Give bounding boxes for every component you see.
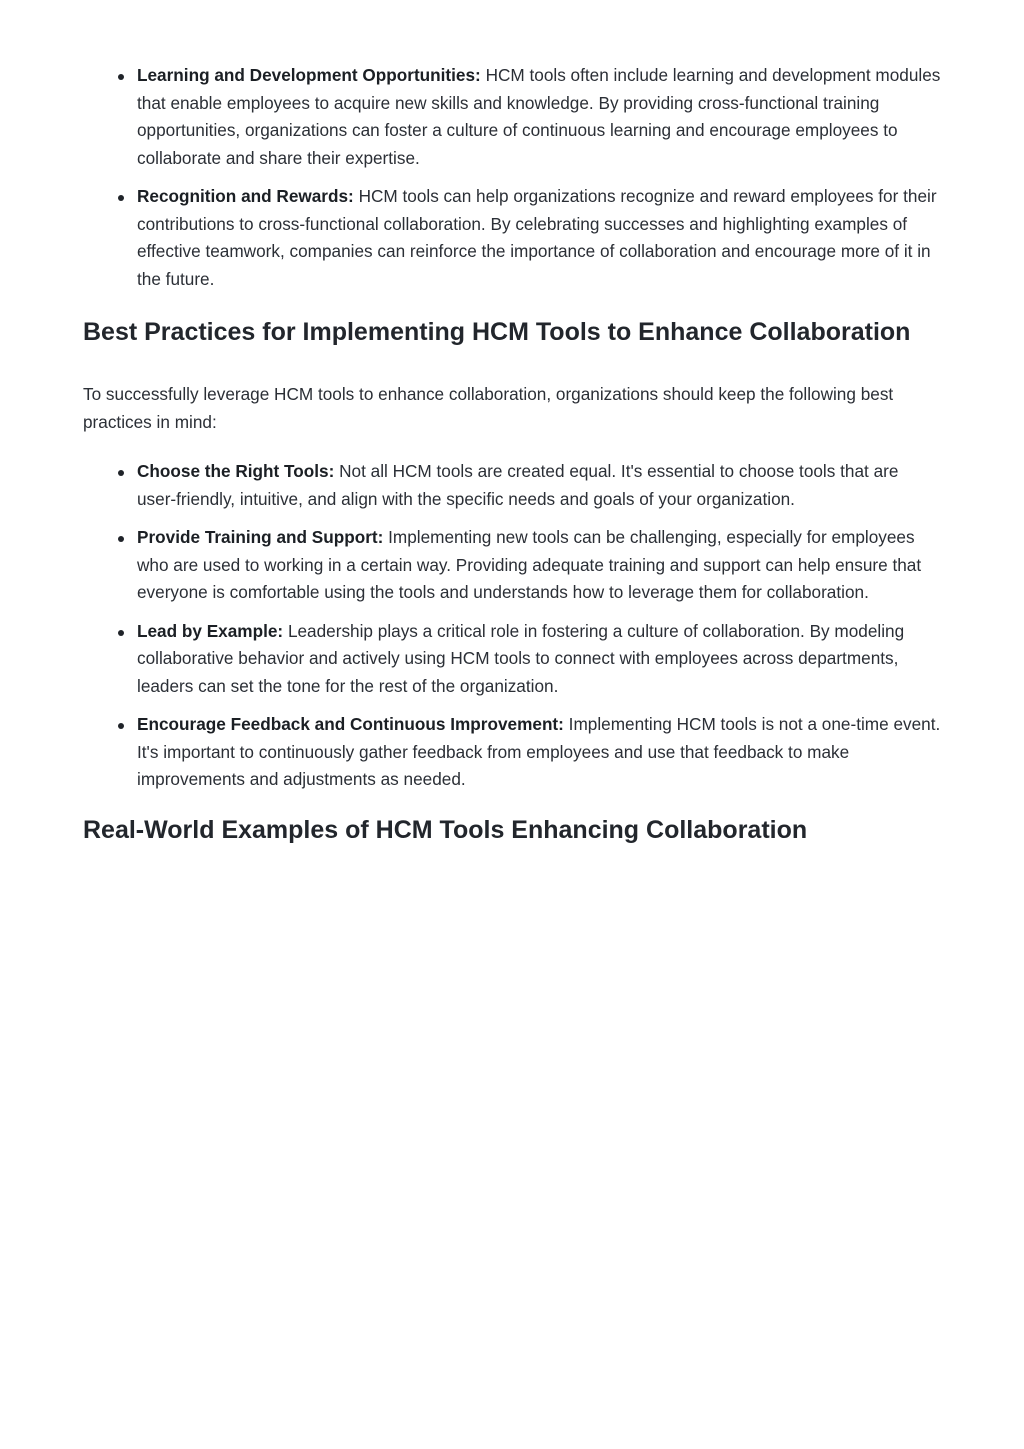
document-content bbox=[83, 60, 941, 844]
list-item-text: HCM tools can help organizations recognize and reward employees for their contributions to cross-functional collaboration. By celebrating successes and highlighting examples of effective teamwork, companies can reinforce the importance of collaboration and encourage more of it in the future. bbox=[137, 186, 937, 289]
list-item bbox=[137, 618, 941, 701]
list-item-text: Leadership plays a critical role in fostering a culture of collaboration. By modeling collaborative behavior and actively using HCM tools to connect with employees across departments, leaders can set the tone for the rest of the organization. bbox=[137, 620, 905, 696]
section-heading-best-practices: Best Practices for Implementing HCM Tools to Enhance Collaboration bbox=[83, 318, 911, 346]
list-item-term: Choose the Right Tools: bbox=[137, 461, 335, 481]
list-item-text: Not all HCM tools are created equal. It's essential to choose tools that are user-friendly, intuitive, and align with the specific needs and goals of your organization. bbox=[137, 461, 899, 509]
list-item bbox=[137, 183, 941, 293]
list-item-term: Learning and Development Opportunities: bbox=[137, 65, 481, 85]
list-item-text: HCM tools often include learning and development modules that enable employees to acquire new skills and knowledge. By providing cross-functional training opportunities, organizations can foster a culture of continuous learning and encourage employees to collaborate and share their expertise. bbox=[137, 65, 941, 168]
list-item bbox=[137, 458, 941, 513]
list-item-term: Encourage Feedback and Continuous Improvement: bbox=[137, 714, 564, 734]
list-item-text: Implementing new tools can be challenging, especially for employees who are used to working in a certain way. Providing adequate training and support can help ensure that everyone is comfortable using the tools and understands how to leverage them for collaboration. bbox=[137, 527, 922, 602]
section-heading-real-world-examples: Real-World Examples of HCM Tools Enhancing Collaboration bbox=[83, 815, 808, 844]
list-item-term: Provide Training and Support: bbox=[137, 527, 384, 547]
list-item bbox=[137, 524, 941, 607]
list-item bbox=[137, 711, 941, 794]
list-item-text: Implementing HCM tools is not a one-time event. It's important to continuously gather feedback from employees and use that feedback to make improvements and adjustments as needed. bbox=[137, 714, 941, 789]
list-item bbox=[137, 62, 941, 172]
list-item-term: Recognition and Rewards: bbox=[137, 186, 354, 206]
intro-paragraph: To successfully leverage HCM tools to enhance collaboration, organizations should keep the following best practices in mind: bbox=[83, 384, 894, 432]
list-item-term: Lead by Example: bbox=[137, 620, 284, 641]
bullet-list-hcm-features bbox=[83, 62, 941, 293]
bullet-list-best-practices bbox=[83, 458, 941, 794]
